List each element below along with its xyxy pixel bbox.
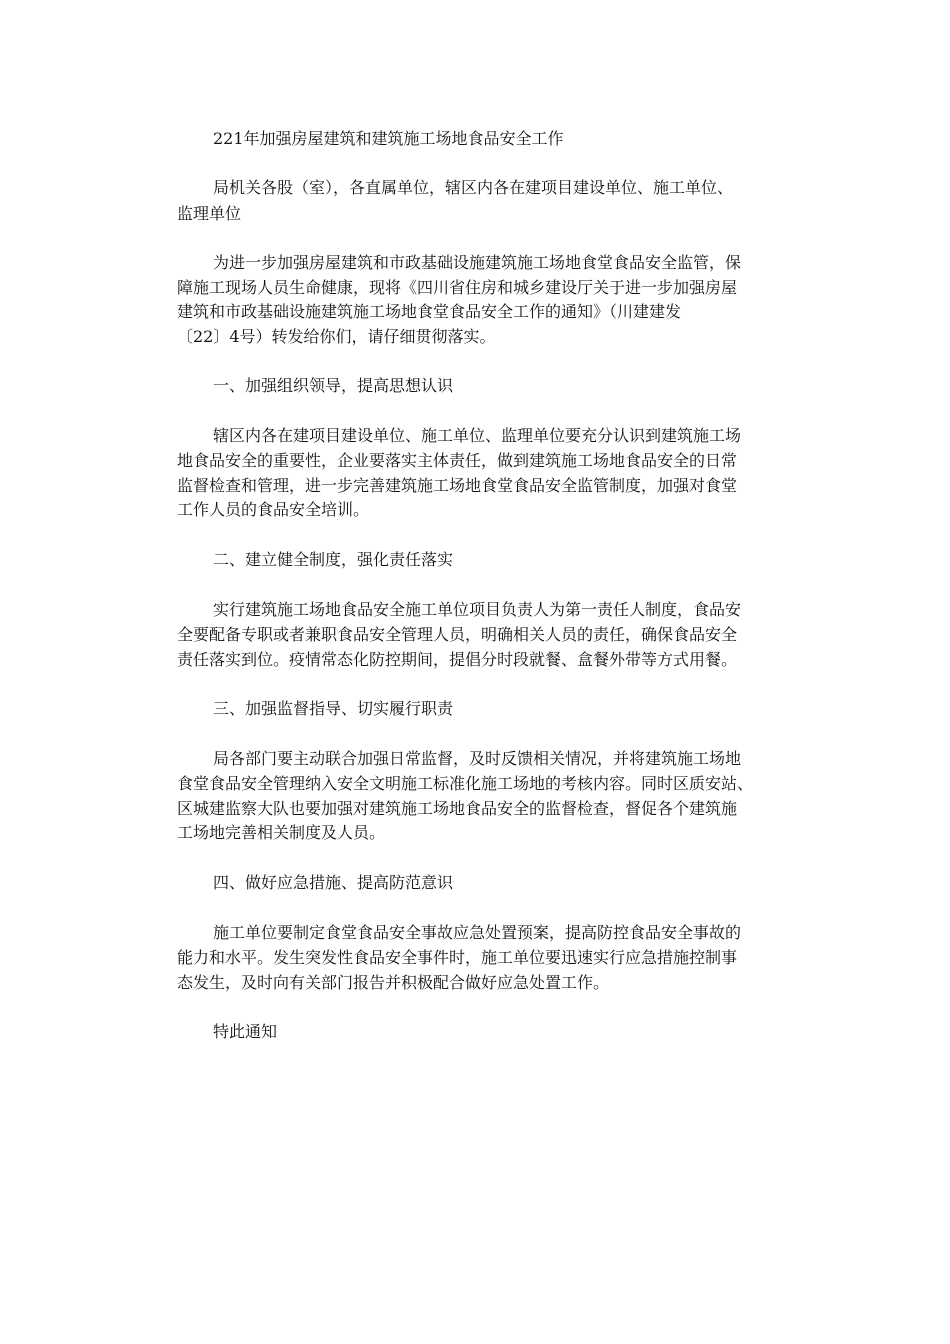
section-heading: 二、建立健全制度，强化责任落实	[213, 550, 454, 569]
section-body-line: 态发生，及时向有关部门报告并积极配合做好应急处置工作。	[177, 973, 610, 992]
section-body-line: 责任落实到位。疫情常态化防控期间，提倡分时段就餐、盒餐外带等方式用餐。	[177, 650, 738, 669]
section-body-line: 辖区内各在建项目建设单位、施工单位、监理单位要充分认识到建筑施工场	[213, 426, 742, 445]
intro-line: 建筑和市政基础设施建筑施工场地食堂食品安全工作的通知》（川建建发	[177, 302, 682, 321]
intro-line: 〔22〕4号）转发给你们，请仔细贯彻落实。	[177, 327, 496, 346]
section-body-line: 监督检查和管理，进一步完善建筑施工场地食堂食品安全监管制度，加强对食堂	[177, 476, 738, 495]
section-body-line: 工作人员的食品安全培训。	[177, 500, 370, 519]
intro-line: 为进一步加强房屋建筑和市政基础设施建筑施工场地食堂食品安全监管，保	[213, 253, 742, 272]
intro-line: 障施工现场人员生命健康，现将《四川省住房和城乡建设厅关于进一步加强房屋	[177, 278, 738, 297]
document-title: 221年加强房屋建筑和建筑施工场地食品安全工作	[213, 129, 564, 148]
section-body-line: 局各部门要主动联合加强日常监督，及时反馈相关情况，并将建筑施工场地	[213, 749, 742, 768]
section-body-line: 实行建筑施工场地食品安全施工单位项目负责人为第一责任人制度，食品安	[213, 600, 742, 619]
section-body-line: 区城建监察大队也要加强对建筑施工场地食品安全的监督检查，督促各个建筑施	[177, 799, 738, 818]
section-body-line: 工场地完善相关制度及人员。	[177, 823, 386, 842]
recipients-line: 局机关各股（室），各直属单位，辖区内各在建项目建设单位、施工单位、	[213, 178, 734, 197]
section-body-line: 地食品安全的重要性，企业要落实主体责任，做到建筑施工场地食品安全的日常	[177, 451, 738, 470]
section-heading: 四、做好应急措施、提高防范意识	[213, 873, 454, 892]
section-body-line: 施工单位要制定食堂食品安全事故应急处置预案，提高防控食品安全事故的	[213, 923, 742, 942]
section-body-line: 能力和水平。发生突发性食品安全事件时，施工单位要迅速实行应急措施控制事	[177, 948, 738, 967]
section-body-line: 全要配备专职或者兼职食品安全管理人员，明确相关人员的责任，确保食品安全	[177, 625, 738, 644]
recipients-line: 监理单位	[177, 204, 242, 223]
section-heading: 三、加强监督指导、切实履行职责	[213, 699, 454, 718]
section-heading: 一、加强组织领导，提高思想认识	[213, 376, 454, 395]
section-body-line: 食堂食品安全管理纳入安全文明施工标准化施工场地的考核内容。同时区质安站、	[177, 774, 754, 793]
closing-line: 特此通知	[213, 1022, 278, 1041]
